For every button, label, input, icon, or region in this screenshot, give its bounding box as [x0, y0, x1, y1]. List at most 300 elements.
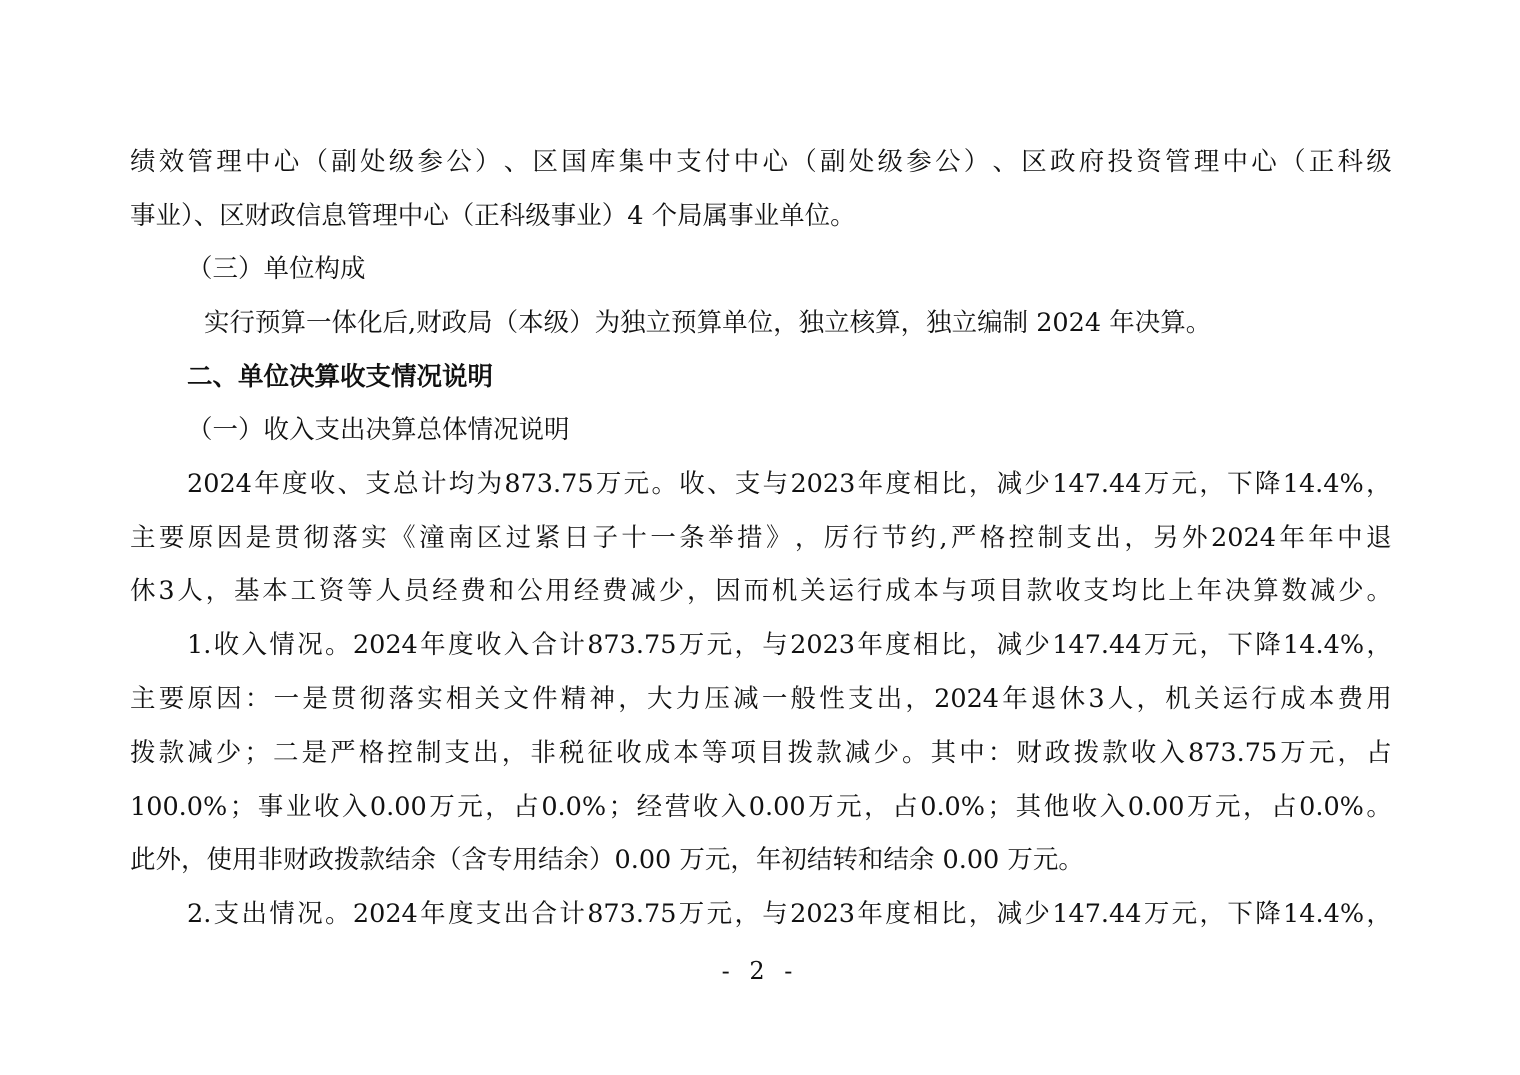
text-glyph: ， [1199, 899, 1226, 929]
text-glyph: 区 [1021, 147, 1047, 177]
text-glyph: 2024 [352, 899, 418, 929]
text-glyph: 入 [720, 792, 747, 822]
text-glyph: 力 [675, 684, 702, 714]
text-glyph: 行 [852, 523, 879, 553]
subsection-heading-overview: （一）收入支出决算总体情况说明 [187, 415, 570, 445]
text-glyph: 元 [706, 899, 733, 929]
text-glyph: 上 [1168, 576, 1194, 606]
text-glyph: 收 [1071, 792, 1098, 822]
text-glyph: 、 [503, 147, 530, 177]
text-glyph: 事 [257, 792, 284, 822]
text-glyph: 元 [457, 792, 483, 822]
text-glyph: 要 [158, 684, 185, 714]
text-glyph: 费 [460, 576, 486, 606]
text-glyph: 少 [1024, 630, 1050, 660]
text-glyph: 出 [503, 899, 530, 929]
text-glyph: 14.4% [1282, 469, 1364, 499]
text-glyph: 经 [432, 576, 458, 606]
paragraph-line [187, 897, 1392, 931]
text-glyph: 与 [941, 576, 968, 606]
text-glyph: ， [794, 523, 821, 553]
text-glyph: ， [1199, 630, 1226, 660]
text-glyph: ； [229, 792, 256, 822]
text-glyph: 147.44 [1052, 899, 1142, 929]
text-glyph: 支 [365, 469, 391, 499]
text-glyph: 区 [532, 147, 559, 177]
text-glyph: 而 [743, 576, 770, 606]
text-glyph: 出 [876, 684, 903, 714]
text-glyph: 支 [1083, 576, 1109, 606]
text-glyph: 数 [1281, 576, 1308, 606]
text-glyph: 付 [705, 147, 731, 177]
text-glyph: 款 [1026, 576, 1053, 606]
text-glyph: 2023 [790, 630, 856, 660]
text-glyph: ， [1366, 630, 1392, 660]
text-glyph: 落 [388, 684, 414, 714]
text-glyph: ， [618, 684, 644, 714]
text-glyph: 其 [1015, 792, 1042, 822]
text-glyph: 下 [1227, 630, 1253, 660]
text-glyph: 绩 [130, 147, 156, 177]
text-glyph: 退 [1030, 684, 1057, 714]
section-heading-budget: 二、单位决算收支情况说明 [187, 362, 494, 392]
text-glyph: 控 [387, 738, 413, 768]
text-glyph: 营 [664, 792, 691, 822]
text-glyph: 收 [1130, 738, 1157, 768]
text-glyph: 减 [844, 738, 871, 768]
text-glyph: 征 [587, 738, 614, 768]
text-glyph: 年 [857, 899, 883, 929]
text-glyph: 基 [233, 576, 260, 606]
text-glyph: 款 [1102, 738, 1128, 768]
text-glyph: 运 [828, 576, 855, 606]
text-glyph: ， [905, 684, 931, 714]
text-glyph: 等 [701, 738, 728, 768]
text-glyph: 况 [297, 630, 323, 660]
text-glyph: 14.4% [1283, 899, 1365, 929]
text-glyph: 0.0% [541, 792, 607, 822]
text-glyph: 过 [505, 523, 532, 553]
text-glyph: 行 [1251, 684, 1277, 714]
text-glyph: 万 [1143, 630, 1170, 660]
text-glyph: 因 [216, 523, 243, 553]
text-glyph: 总 [393, 469, 419, 499]
text-glyph: 公 [517, 576, 543, 606]
text-glyph: 出 [1095, 523, 1121, 553]
text-glyph: 公 [446, 147, 472, 177]
text-glyph: 成 [1280, 684, 1306, 714]
text-glyph: 神 [589, 684, 616, 714]
text-glyph: 少 [1024, 899, 1050, 929]
text-glyph: 性 [819, 684, 845, 714]
text-glyph: 度 [281, 469, 308, 499]
text-glyph: 措 [737, 523, 763, 553]
text-glyph: 落 [332, 523, 358, 553]
text-glyph: 子 [592, 523, 619, 553]
text-glyph: 情 [269, 630, 295, 660]
text-glyph: ： [987, 738, 1014, 768]
text-glyph: ） [475, 147, 501, 177]
text-glyph: 度 [447, 630, 474, 660]
text-glyph: 、 [992, 147, 1019, 177]
text-glyph: 工 [290, 576, 317, 606]
text-glyph: 降 [1255, 630, 1281, 660]
text-glyph: 与 [762, 630, 788, 660]
text-glyph: 收 [313, 792, 340, 822]
text-glyph: 制 [1037, 523, 1064, 553]
text-glyph: 相 [913, 469, 939, 499]
page-number: - 2 - [721, 957, 799, 985]
text-glyph: 年 [1279, 523, 1305, 553]
text-glyph: 费 [602, 576, 628, 606]
text-glyph: 收 [213, 630, 240, 660]
text-glyph: ， [1199, 469, 1225, 499]
text-glyph: 中 [1337, 523, 1363, 553]
text-glyph: 情 [269, 899, 295, 929]
text-glyph: 支 [1066, 523, 1093, 553]
text-glyph: 效 [158, 147, 185, 177]
text-glyph: 正 [1308, 147, 1335, 177]
text-glyph: 机 [771, 576, 798, 606]
text-glyph: 0.0% [920, 792, 986, 822]
text-glyph: 减 [1309, 576, 1336, 606]
text-glyph: 投 [1107, 147, 1134, 177]
text-glyph: 格 [979, 523, 1006, 553]
text-glyph: 万 [595, 469, 622, 499]
text-glyph: 均 [448, 469, 475, 499]
text-glyph: 元 [1308, 738, 1335, 768]
text-glyph: ， [1243, 792, 1269, 822]
text-glyph: 入 [341, 792, 368, 822]
text-glyph: 元 [1171, 630, 1198, 660]
text-glyph: 般 [790, 684, 817, 714]
text-glyph: 147.44 [1052, 630, 1142, 660]
text-glyph: 年 [420, 630, 446, 660]
text-glyph: ， [968, 469, 995, 499]
text-glyph: 元 [1171, 469, 1198, 499]
text-glyph: 人 [1107, 684, 1134, 714]
text-glyph: （ [791, 147, 817, 177]
text-glyph: 0.00 [1127, 792, 1185, 822]
text-glyph: 。 [1366, 792, 1392, 822]
text-glyph: ， [1136, 684, 1163, 714]
text-glyph: 一 [273, 684, 300, 714]
text-glyph: 目 [759, 738, 785, 768]
text-glyph: 出 [473, 738, 499, 768]
text-glyph: 年 [1002, 684, 1028, 714]
text-glyph: 873.75 [1187, 738, 1278, 768]
text-glyph: 。 [651, 469, 677, 499]
text-glyph: 参 [906, 147, 932, 177]
text-glyph: 中 [245, 147, 271, 177]
text-glyph: 收 [679, 469, 705, 499]
text-glyph: ， [734, 630, 760, 660]
text-glyph: 度 [885, 469, 911, 499]
text-glyph: 3 [1088, 684, 1105, 714]
text-glyph: 度 [885, 899, 911, 929]
text-glyph: ， [485, 792, 511, 822]
text-glyph: ； [987, 792, 1014, 822]
text-glyph: 决 [1224, 576, 1251, 606]
text-glyph: 元 [1215, 792, 1241, 822]
text-glyph: 级 [388, 147, 415, 177]
text-glyph: 他 [1043, 792, 1070, 822]
text-glyph: 少 [873, 738, 899, 768]
text-glyph: 区 [476, 523, 503, 553]
text-glyph: 0.00 [748, 792, 806, 822]
text-glyph: 中 [959, 738, 985, 768]
text-glyph: 拨 [130, 738, 156, 768]
text-glyph: 心 [1251, 147, 1277, 177]
text-glyph: 2024 [1211, 523, 1276, 553]
text-glyph: 原 [187, 523, 214, 553]
text-glyph: 、 [337, 469, 364, 499]
text-glyph: 100.0% [130, 792, 228, 822]
text-glyph: 少 [215, 738, 242, 768]
text-glyph: 支 [676, 147, 702, 177]
text-glyph: 万 [678, 630, 705, 660]
text-glyph: 压 [704, 684, 730, 714]
text-glyph: 与 [762, 469, 789, 499]
text-glyph: 1. [187, 630, 212, 660]
text-glyph: 彻 [303, 523, 329, 553]
paragraph-line [130, 682, 1392, 716]
text-glyph: 比 [940, 630, 967, 660]
text-glyph: 主 [130, 523, 156, 553]
text-glyph: 贯 [331, 684, 357, 714]
text-glyph: 支 [475, 899, 502, 929]
text-glyph: 中 [647, 147, 674, 177]
text-glyph: 用 [545, 576, 571, 606]
text-glyph: 本 [913, 576, 939, 606]
text-glyph: 度 [885, 630, 911, 660]
text-glyph: 集 [618, 147, 645, 177]
text-glyph: 科 [1337, 147, 1364, 177]
paragraph-line: 事业）、区财政信息管理中心（正科级事业）4 个局属事业单位。 [130, 201, 856, 231]
text-glyph: 关 [1193, 684, 1220, 714]
paragraph-line [130, 574, 1392, 608]
text-glyph: 万 [429, 792, 455, 822]
text-glyph: 南 [447, 523, 474, 553]
text-glyph: 心 [273, 147, 300, 177]
text-glyph: 比 [1139, 576, 1166, 606]
text-glyph: 是 [301, 738, 328, 768]
text-glyph: 和 [488, 576, 515, 606]
text-glyph: ， [968, 899, 995, 929]
text-glyph: 年 [857, 630, 883, 660]
section-heading-units: （三）单位构成 [187, 254, 366, 284]
text-glyph: 文 [503, 684, 529, 714]
text-glyph: 人 [177, 576, 203, 606]
text-glyph: 元 [623, 469, 650, 499]
text-glyph: 占 [513, 792, 539, 822]
text-glyph: 支 [847, 684, 874, 714]
paragraph-line [187, 467, 1392, 501]
text-glyph: 拨 [787, 738, 814, 768]
text-glyph: 况 [297, 899, 323, 929]
text-glyph: 入 [1099, 792, 1126, 822]
text-glyph: 减 [996, 899, 1023, 929]
text-glyph: 》 [765, 523, 792, 553]
text-glyph: 成 [644, 738, 671, 768]
text-glyph: 拨 [1073, 738, 1100, 768]
text-glyph: 少 [1338, 576, 1364, 606]
text-glyph: 年 [1308, 523, 1334, 553]
text-glyph: 控 [1008, 523, 1035, 553]
text-glyph: ， [1337, 738, 1363, 768]
text-glyph: 级 [877, 147, 904, 177]
text-glyph: 147.44 [1052, 469, 1142, 499]
text-glyph: 件 [532, 684, 558, 714]
text-glyph: 税 [558, 738, 585, 768]
text-glyph: 关 [474, 684, 501, 714]
text-glyph: 3 [158, 576, 175, 606]
paragraph-line [130, 145, 1392, 179]
text-glyph: 一 [761, 684, 788, 714]
text-glyph: 一 [650, 523, 676, 553]
text-glyph: 公 [935, 147, 961, 177]
text-glyph: 精 [560, 684, 587, 714]
paragraph-line [130, 736, 1392, 770]
text-glyph: 算 [1253, 576, 1279, 606]
text-glyph: 收 [309, 469, 336, 499]
paragraph-line: 实行预算一体化后,财政局（本级）为独立预算单位，独立核算，独立编制 2024 年决算。 [204, 308, 1212, 338]
text-glyph: 因 [715, 576, 741, 606]
text-glyph: , [939, 523, 948, 553]
text-glyph: 原 [187, 684, 213, 714]
text-glyph: 度 [447, 899, 474, 929]
text-glyph: 十 [621, 523, 647, 553]
text-glyph: 彻 [359, 684, 386, 714]
text-glyph: 其 [930, 738, 957, 768]
text-glyph: 收 [1055, 576, 1081, 606]
text-glyph: 贯 [274, 523, 301, 553]
text-glyph: 本 [1308, 684, 1335, 714]
text-glyph: 库 [590, 147, 616, 177]
text-glyph: 计 [559, 899, 585, 929]
text-glyph: 主 [130, 684, 156, 714]
text-glyph: 0.0% [1299, 792, 1364, 822]
text-glyph: 项 [730, 738, 756, 768]
text-glyph: 举 [708, 523, 734, 553]
text-glyph: 少 [1024, 469, 1050, 499]
text-glyph: 本 [262, 576, 288, 606]
text-glyph: 副 [331, 147, 357, 177]
text-glyph: 处 [848, 147, 875, 177]
text-glyph: 占 [1366, 738, 1392, 768]
text-glyph: 约 [910, 523, 936, 553]
paragraph-line [130, 521, 1392, 555]
text-glyph: 行 [856, 576, 883, 606]
text-glyph: 节 [881, 523, 908, 553]
text-glyph: 非 [530, 738, 556, 768]
text-glyph: 经 [636, 792, 663, 822]
text-glyph: 2024 [187, 469, 252, 499]
text-glyph: ， [734, 899, 760, 929]
text-glyph: ， [1124, 523, 1150, 553]
text-glyph: 条 [679, 523, 705, 553]
text-glyph: 业 [285, 792, 312, 822]
text-glyph: ， [1366, 899, 1392, 929]
text-glyph: 减 [187, 738, 213, 768]
text-glyph: 外 [1182, 523, 1208, 553]
text-glyph: 元 [706, 630, 733, 660]
text-glyph: 2024 [352, 630, 418, 660]
text-glyph: 府 [1078, 147, 1105, 177]
text-glyph: 占 [892, 792, 918, 822]
text-glyph: ， [501, 738, 528, 768]
text-glyph: 万 [1186, 792, 1213, 822]
text-glyph: 经 [573, 576, 600, 606]
text-glyph: 2023 [790, 899, 856, 929]
text-glyph: 休 [1059, 684, 1086, 714]
text-glyph: 关 [800, 576, 826, 606]
text-glyph: 入 [1159, 738, 1185, 768]
text-glyph: （ [1280, 147, 1306, 177]
text-glyph: 2024 [934, 684, 1000, 714]
text-glyph: 下 [1227, 469, 1253, 499]
text-glyph: 支 [444, 738, 471, 768]
text-glyph: 大 [646, 684, 673, 714]
text-glyph: 相 [913, 630, 939, 660]
text-glyph: 支 [213, 899, 240, 929]
text-glyph: 等 [347, 576, 373, 606]
text-glyph: 人 [375, 576, 402, 606]
text-glyph: 休 [130, 576, 156, 606]
text-glyph: ， [1366, 469, 1392, 499]
text-glyph: ， [968, 630, 995, 660]
text-glyph: 下 [1227, 899, 1253, 929]
text-glyph: 要 [158, 523, 185, 553]
paragraph-line [130, 790, 1392, 824]
text-glyph: 潼 [419, 523, 445, 553]
text-glyph: 、 [707, 469, 733, 499]
text-glyph: 年 [420, 899, 446, 929]
text-glyph: 合 [531, 899, 558, 929]
text-glyph: 成 [885, 576, 911, 606]
text-glyph: 实 [361, 523, 387, 553]
text-glyph: 合 [531, 630, 558, 660]
text-glyph: 降 [1254, 469, 1281, 499]
text-glyph: 级 [1366, 147, 1392, 177]
text-glyph: 资 [1136, 147, 1162, 177]
text-glyph: 元 [1171, 899, 1198, 929]
text-glyph: 处 [360, 147, 386, 177]
text-glyph: 收 [692, 792, 719, 822]
text-glyph: 元 [836, 792, 862, 822]
text-glyph: 款 [816, 738, 842, 768]
text-glyph: 政 [1045, 738, 1071, 768]
text-glyph: 占 [1271, 792, 1297, 822]
text-glyph: 管 [1165, 147, 1191, 177]
text-glyph: ， [686, 576, 713, 606]
text-glyph: 员 [403, 576, 430, 606]
text-glyph: 减 [996, 469, 1023, 499]
text-glyph: 副 [820, 147, 846, 177]
text-glyph: 理 [216, 147, 242, 177]
text-glyph: 年 [1196, 576, 1223, 606]
text-glyph: 费 [1337, 684, 1364, 714]
text-glyph: 降 [1255, 899, 1281, 929]
text-glyph: 用 [1366, 684, 1392, 714]
text-glyph: 减 [630, 576, 656, 606]
text-glyph: 是 [245, 523, 272, 553]
text-glyph: 是 [302, 684, 328, 714]
text-glyph: 支 [734, 469, 761, 499]
text-glyph: 因 [216, 684, 242, 714]
text-glyph: 入 [503, 630, 530, 660]
text-glyph: 计 [420, 469, 447, 499]
